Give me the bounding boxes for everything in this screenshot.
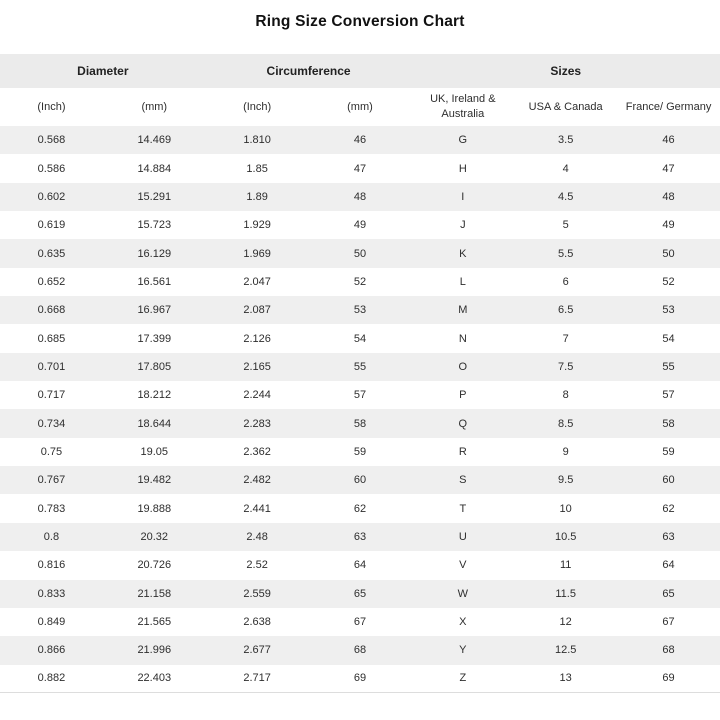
table-cell: 69 bbox=[353, 672, 367, 685]
table-cell: 54 bbox=[353, 332, 367, 345]
table-cell: I bbox=[461, 190, 465, 203]
table-cell: 0.882 bbox=[37, 672, 66, 685]
table-row bbox=[0, 580, 720, 608]
table-cell: 69 bbox=[662, 672, 675, 685]
table-cell: 68 bbox=[353, 644, 367, 657]
table-cell: 1.969 bbox=[243, 247, 271, 260]
table-cell: 14.884 bbox=[137, 162, 172, 175]
table-row bbox=[0, 636, 720, 664]
table-cell: 20.726 bbox=[137, 559, 172, 572]
table-cell: 2.48 bbox=[246, 530, 268, 543]
table-row bbox=[0, 608, 720, 636]
table-cell: R bbox=[458, 445, 467, 458]
table-cell: 17.399 bbox=[137, 332, 172, 345]
table-cell: 65 bbox=[353, 587, 367, 600]
table-cell: 59 bbox=[662, 445, 675, 458]
table-cell: 67 bbox=[662, 616, 675, 629]
table-cell: 50 bbox=[353, 247, 367, 260]
table-cell: S bbox=[459, 474, 467, 487]
table-cell: 5 bbox=[562, 219, 569, 232]
table-cell: 2.244 bbox=[243, 389, 271, 402]
column-header-circumference-inch: (Inch) bbox=[243, 100, 272, 113]
table-cell: 0.685 bbox=[37, 332, 66, 345]
table-cell: 5.5 bbox=[558, 247, 574, 260]
table-cell: 2.482 bbox=[243, 474, 271, 487]
table-cell: 3.5 bbox=[558, 134, 574, 147]
table-cell: 55 bbox=[662, 360, 675, 373]
table-cell: 6 bbox=[562, 275, 569, 288]
table-cell: Z bbox=[459, 672, 467, 685]
table-cell: 53 bbox=[662, 304, 675, 317]
table-cell: 0.734 bbox=[37, 417, 66, 430]
table-row bbox=[0, 154, 720, 182]
table-cell: M bbox=[458, 304, 468, 317]
table-cell: 0.619 bbox=[37, 219, 66, 232]
table-cell: 1.929 bbox=[243, 219, 271, 232]
table-cell: 48 bbox=[662, 190, 675, 203]
table-cell: 0.635 bbox=[37, 247, 66, 260]
table-cell: 58 bbox=[662, 417, 675, 430]
table-cell: X bbox=[459, 616, 467, 629]
table-row bbox=[0, 438, 720, 466]
group-header-row bbox=[0, 54, 720, 88]
table-cell: 21.158 bbox=[137, 587, 172, 600]
table-cell: N bbox=[458, 332, 467, 345]
table-cell: 1.89 bbox=[246, 190, 268, 203]
table-cell: 2.087 bbox=[243, 304, 271, 317]
table-row bbox=[0, 551, 720, 579]
table-cell: 6.5 bbox=[558, 304, 574, 317]
table-row bbox=[0, 183, 720, 211]
table-row bbox=[0, 523, 720, 551]
sub-header-row bbox=[0, 88, 720, 126]
table-cell: 57 bbox=[353, 389, 367, 402]
table-cell: 8.5 bbox=[558, 417, 574, 430]
column-header-uk-ireland-australia: UK, Ireland & Australia bbox=[430, 93, 496, 120]
table-row bbox=[0, 268, 720, 296]
table-cell: O bbox=[458, 360, 468, 373]
table-cell: 50 bbox=[662, 247, 675, 260]
table-cell: 65 bbox=[662, 587, 675, 600]
table-cell: 22.403 bbox=[137, 672, 172, 685]
table-cell: 52 bbox=[662, 275, 675, 288]
table-row bbox=[0, 211, 720, 239]
table-row bbox=[0, 126, 720, 154]
column-header-circumference-mm: (mm) bbox=[347, 100, 373, 113]
table-cell: 2.52 bbox=[246, 559, 268, 572]
table-cell: 2.362 bbox=[243, 445, 271, 458]
table-cell: 0.849 bbox=[37, 616, 66, 629]
table-cell: T bbox=[459, 502, 467, 515]
table-cell: 2.717 bbox=[243, 672, 271, 685]
column-header-diameter-mm: (mm) bbox=[141, 100, 168, 113]
table-cell: 2.047 bbox=[243, 275, 271, 288]
table-cell: 12 bbox=[559, 616, 572, 629]
table-cell: 2.283 bbox=[243, 417, 271, 430]
table-cell: 2.638 bbox=[243, 616, 271, 629]
table-cell: 0.783 bbox=[37, 502, 66, 515]
table-cell: 1.85 bbox=[246, 162, 268, 175]
table-cell: Q bbox=[458, 417, 468, 430]
table-cell: 0.602 bbox=[37, 190, 66, 203]
table-cell: 11 bbox=[559, 559, 572, 572]
ring-size-conversion-table bbox=[0, 54, 720, 693]
table-cell: 52 bbox=[353, 275, 367, 288]
table-cell: 14.469 bbox=[137, 134, 172, 147]
table-cell: H bbox=[458, 162, 467, 175]
table-cell: 18.644 bbox=[137, 417, 172, 430]
table-cell: 46 bbox=[353, 134, 367, 147]
table-cell: 58 bbox=[353, 417, 367, 430]
group-header-circumference: Circumference bbox=[266, 64, 351, 78]
table-cell: 46 bbox=[662, 134, 675, 147]
table-cell: 2.441 bbox=[243, 502, 271, 515]
table-cell: 57 bbox=[662, 389, 675, 402]
table-cell: 4.5 bbox=[558, 190, 574, 203]
table-cell: 21.996 bbox=[137, 644, 172, 657]
table-row bbox=[0, 409, 720, 437]
table-cell: 17.805 bbox=[137, 360, 172, 373]
table-row bbox=[0, 324, 720, 352]
table-cell: 15.723 bbox=[137, 219, 172, 232]
table-cell: 2.126 bbox=[243, 332, 271, 345]
table-cell: 10 bbox=[559, 502, 572, 515]
table-row bbox=[0, 239, 720, 267]
table-row bbox=[0, 353, 720, 381]
table-body bbox=[0, 126, 720, 693]
column-header-diameter-inch: (Inch) bbox=[37, 100, 66, 113]
table-cell: 54 bbox=[662, 332, 675, 345]
column-header-france-germany: France/ Germany bbox=[625, 100, 712, 113]
table-cell: 16.967 bbox=[137, 304, 172, 317]
table-cell: 4 bbox=[562, 162, 569, 175]
table-cell: 64 bbox=[662, 559, 675, 572]
table-cell: 0.767 bbox=[37, 474, 66, 487]
table-cell: 0.8 bbox=[43, 530, 60, 543]
table-cell: G bbox=[458, 134, 468, 147]
table-cell: P bbox=[459, 389, 467, 402]
table-cell: 67 bbox=[353, 616, 367, 629]
table-cell: 19.888 bbox=[137, 502, 172, 515]
table-cell: 2.559 bbox=[243, 587, 271, 600]
table-cell: 0.668 bbox=[37, 304, 66, 317]
table-cell: 2.165 bbox=[243, 360, 271, 373]
table-cell: 0.833 bbox=[37, 587, 66, 600]
table-cell: 53 bbox=[353, 304, 367, 317]
table-cell: 0.586 bbox=[37, 162, 66, 175]
table-cell: 49 bbox=[662, 219, 675, 232]
table-cell: 7 bbox=[562, 332, 569, 345]
table-cell: 9.5 bbox=[558, 474, 574, 487]
table-cell: Y bbox=[459, 644, 467, 657]
table-cell: 47 bbox=[662, 162, 675, 175]
table-cell: 60 bbox=[662, 474, 675, 487]
table-cell: 47 bbox=[353, 162, 367, 175]
table-header bbox=[0, 54, 720, 126]
table-cell: K bbox=[459, 247, 467, 260]
table-cell: 12.5 bbox=[554, 644, 577, 657]
table-cell: U bbox=[458, 530, 467, 543]
table-cell: 19.482 bbox=[137, 474, 172, 487]
table-cell: 48 bbox=[353, 190, 367, 203]
table-cell: 0.701 bbox=[37, 360, 66, 373]
table-cell: 59 bbox=[353, 445, 367, 458]
table-cell: 15.291 bbox=[137, 190, 172, 203]
table-cell: 62 bbox=[353, 502, 367, 515]
table-cell: 2.677 bbox=[243, 644, 271, 657]
table-row bbox=[0, 381, 720, 409]
page-title: Ring Size Conversion Chart bbox=[255, 13, 465, 30]
column-header-usa-canada: USA & Canada bbox=[528, 100, 603, 113]
table-cell: 0.652 bbox=[37, 275, 66, 288]
table-cell: 62 bbox=[662, 502, 675, 515]
table-cell: 11.5 bbox=[555, 587, 576, 600]
table-cell: 0.568 bbox=[37, 134, 66, 147]
table-cell: 8 bbox=[562, 389, 569, 402]
table-cell: 18.212 bbox=[137, 389, 172, 402]
table-cell: 19.05 bbox=[140, 445, 169, 458]
table-cell: 20.32 bbox=[140, 530, 169, 543]
table-cell: 63 bbox=[662, 530, 675, 543]
table-cell: 16.561 bbox=[137, 275, 172, 288]
table-cell: 0.816 bbox=[37, 559, 66, 572]
table-cell: 55 bbox=[353, 360, 367, 373]
table-cell: 49 bbox=[353, 219, 367, 232]
table-cell: J bbox=[460, 219, 466, 232]
table-cell: L bbox=[459, 275, 466, 288]
table-cell: 0.866 bbox=[37, 644, 66, 657]
table-cell: 13 bbox=[559, 672, 572, 685]
table-cell: 7.5 bbox=[558, 360, 574, 373]
table-cell: 60 bbox=[353, 474, 367, 487]
table-cell: 9 bbox=[562, 445, 569, 458]
table-row bbox=[0, 296, 720, 324]
table-cell: 0.717 bbox=[37, 389, 66, 402]
table-cell: 0.75 bbox=[40, 445, 63, 458]
table-cell: 21.565 bbox=[137, 616, 172, 629]
group-header-diameter: Diameter bbox=[77, 64, 129, 78]
table-cell: 16.129 bbox=[137, 247, 172, 260]
table-cell: 63 bbox=[353, 530, 367, 543]
table-cell: 10.5 bbox=[554, 530, 577, 543]
group-header-sizes: Sizes bbox=[550, 64, 582, 78]
table-cell: 64 bbox=[353, 559, 367, 572]
table-cell: W bbox=[457, 587, 469, 600]
table-row bbox=[0, 466, 720, 494]
table-cell: 1.810 bbox=[243, 134, 271, 147]
table-row bbox=[0, 494, 720, 522]
table-cell: 68 bbox=[662, 644, 675, 657]
table-cell: V bbox=[459, 559, 467, 572]
table-row bbox=[0, 665, 720, 693]
